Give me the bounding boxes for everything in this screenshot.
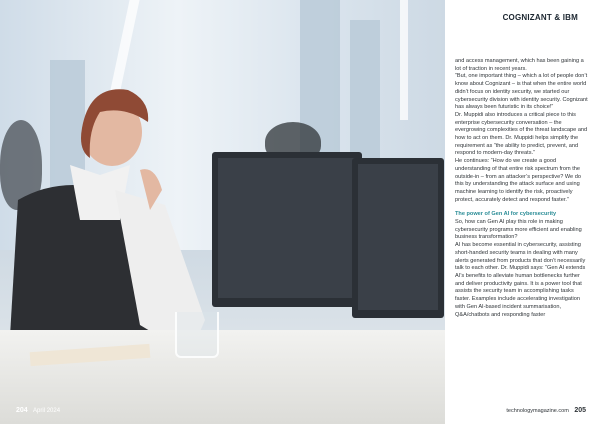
article-paragraph: AI has become essential in cybersecurity, assisting short-handed security teams in dealing with many alerts generated from products that don’t necessarily talk to each other. Dr. Muppidi says: “Gen AI extends AI’s benefits to alleviate human bottlenecks further and deliver productivity gains. It is a power tool that assists the security team in accomplishing tasks faster. Examples include accelerating investigation with Gen AI-based incident summarisation, Q&A/chatbots and responding faster	[455, 242, 586, 318]
article-paragraph: “But, one important thing – which a lot of people don’t know about Cognizant – is that when the entire world didn’t focus on identity security, we started our cybersecurity division with identity security. Cognizant has always been futuristic in its choice!”	[455, 73, 588, 111]
left-page-number: 204	[16, 407, 28, 414]
article-paragraph: So, how can Gen AI play this role in making cybersecurity programs more efficient and enabling business transformation?	[455, 219, 582, 241]
article-paragraph: He continues: “How do we create a good understanding of that entire risk spectrum from the outside-in – from an attacker’s perspective? We do this by understanding the attack surface and using machine learning to identify the risk, proactively protect, accurately detect and respond faster.”	[455, 158, 581, 203]
computer-monitor	[212, 152, 362, 307]
computer-monitor	[352, 158, 444, 318]
article-paragraph: Dr. Muppidi also introduces a critical piece to this enterprise cybersecurity conversation – the evergrowing complexities of the threat landscape and how to act on them. Dr. Muppidi helps simplify the requirement as “the ability to predict, prevent, and respond to modern-day threats.”	[455, 111, 588, 157]
issue-date: April 2024	[33, 408, 61, 414]
right-page-footer	[506, 407, 586, 414]
left-page-footer	[16, 407, 60, 414]
website-link[interactable]: technologymagazine.com	[506, 408, 569, 414]
right-page-number: 205	[574, 407, 586, 414]
desk	[0, 330, 445, 424]
section-heading: The power of Gen AI for cybersecurity	[455, 211, 557, 218]
section-brand: COGNIZANT & IBM	[502, 13, 578, 22]
window-frame	[400, 0, 408, 120]
article-paragraph: and access management, which has been gaining a lot of traction in recent years.	[455, 58, 584, 72]
article-body	[455, 58, 588, 319]
water-glass	[175, 312, 219, 358]
